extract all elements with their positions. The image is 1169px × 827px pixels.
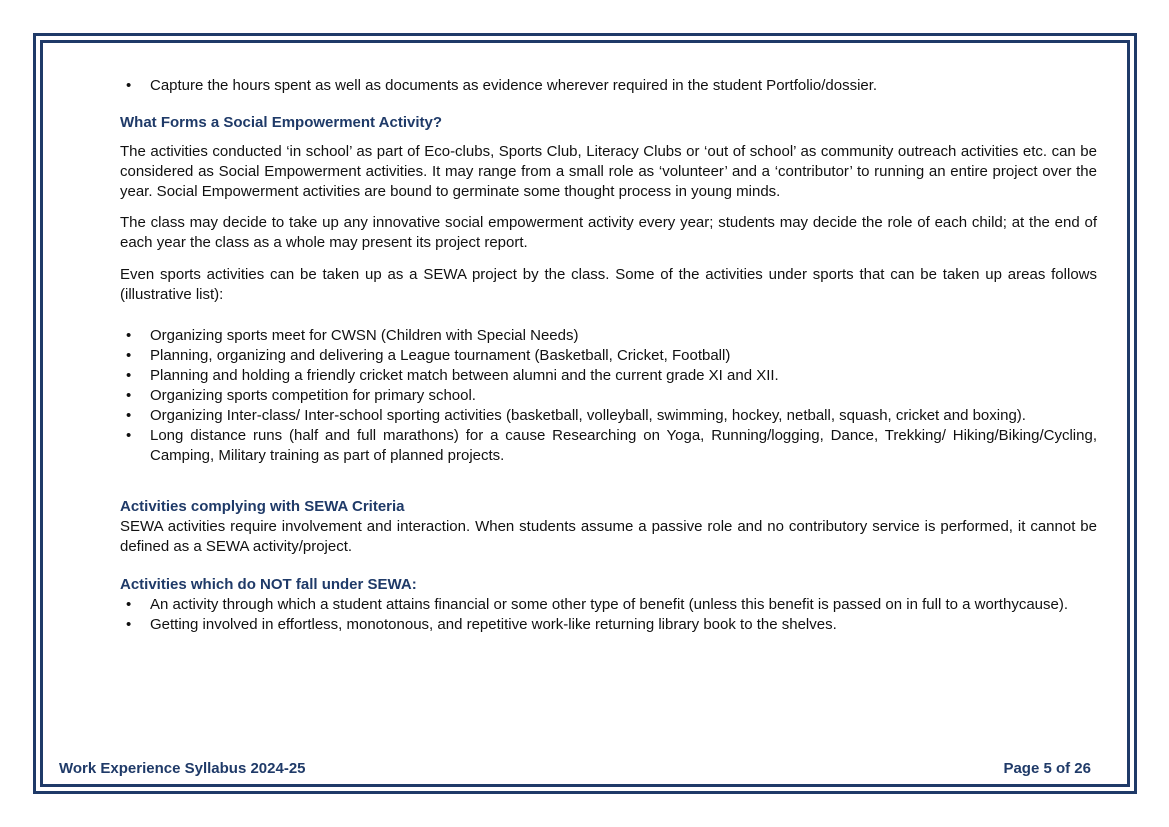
footer-title: Work Experience Syllabus 2024-25: [59, 760, 306, 777]
list-item: • Organizing sports competition for primary school.: [120, 386, 1097, 406]
intro-list: [120, 76, 1097, 96]
list-item: • Planning and holding a friendly cricket match between alumni and the current grade XI and XII.: [120, 366, 1097, 386]
page-content: [120, 76, 1097, 635]
list-item: • Long distance runs (half and full marathons) for a cause Researching on Yoga, Running/logging, Dance, Trekking/ Hiking/Biking/Cycling, Camping, Military training as part of planned projects.: [120, 426, 1097, 466]
list-item: • An activity through which a student attains financial or some other type of benefit (unless this benefit is passed on in full to a worthycause).: [120, 595, 1097, 615]
paragraph: The class may decide to take up any innovative social empowerment activity every year; students may decide the role of each child; at the end of each year the class as a whole may present its project report.: [120, 214, 1097, 251]
list-item: • Organizing sports meet for CWSN (Children with Special Needs): [120, 326, 1097, 346]
paragraph: SEWA activities require involvement and interaction. When students assume a passive role and no contributory service is performed, it cannot be defined as a SEWA activity/project.: [120, 518, 1097, 555]
list-item: • Capture the hours spent as well as documents as evidence wherever required in the student Portfolio/dossier.: [120, 76, 1097, 96]
not-sewa-list: [120, 595, 1097, 635]
section-heading-not-sewa: Activities which do NOT fall under SEWA:: [120, 576, 417, 593]
paragraph: The activities conducted ‘in school’ as part of Eco-clubs, Sports Club, Literacy Clubs or ‘out of school’ as community outreach activities etc. can be considered as Social Empowerment activities. It may range from a small role as ‘volunteer’ and a ‘contributor’ to running an entire project over the year. Social Empowerment activities are bound to germinate some thought process in young minds.: [120, 143, 1097, 200]
list-item: • Getting involved in effortless, monotonous, and repetitive work-like returning library book to the shelves.: [120, 615, 1097, 635]
paragraph: Even sports activities can be taken up as a SEWA project by the class. Some of the activities under sports that can be taken up areas follows (illustrative list):: [120, 266, 1097, 303]
sports-activities-list: [120, 326, 1097, 466]
section-heading-sewa-criteria: Activities complying with SEWA Criteria: [120, 498, 405, 515]
page-number: Page 5 of 26: [1003, 760, 1091, 777]
list-item: • Planning, organizing and delivering a League tournament (Basketball, Cricket, Football): [120, 346, 1097, 366]
list-item: • Organizing Inter-class/ Inter-school sporting activities (basketball, volleyball, swimming, hockey, netball, squash, cricket and boxing).: [120, 406, 1097, 426]
section-heading-social-empowerment: What Forms a Social Empowerment Activity?: [120, 114, 443, 131]
